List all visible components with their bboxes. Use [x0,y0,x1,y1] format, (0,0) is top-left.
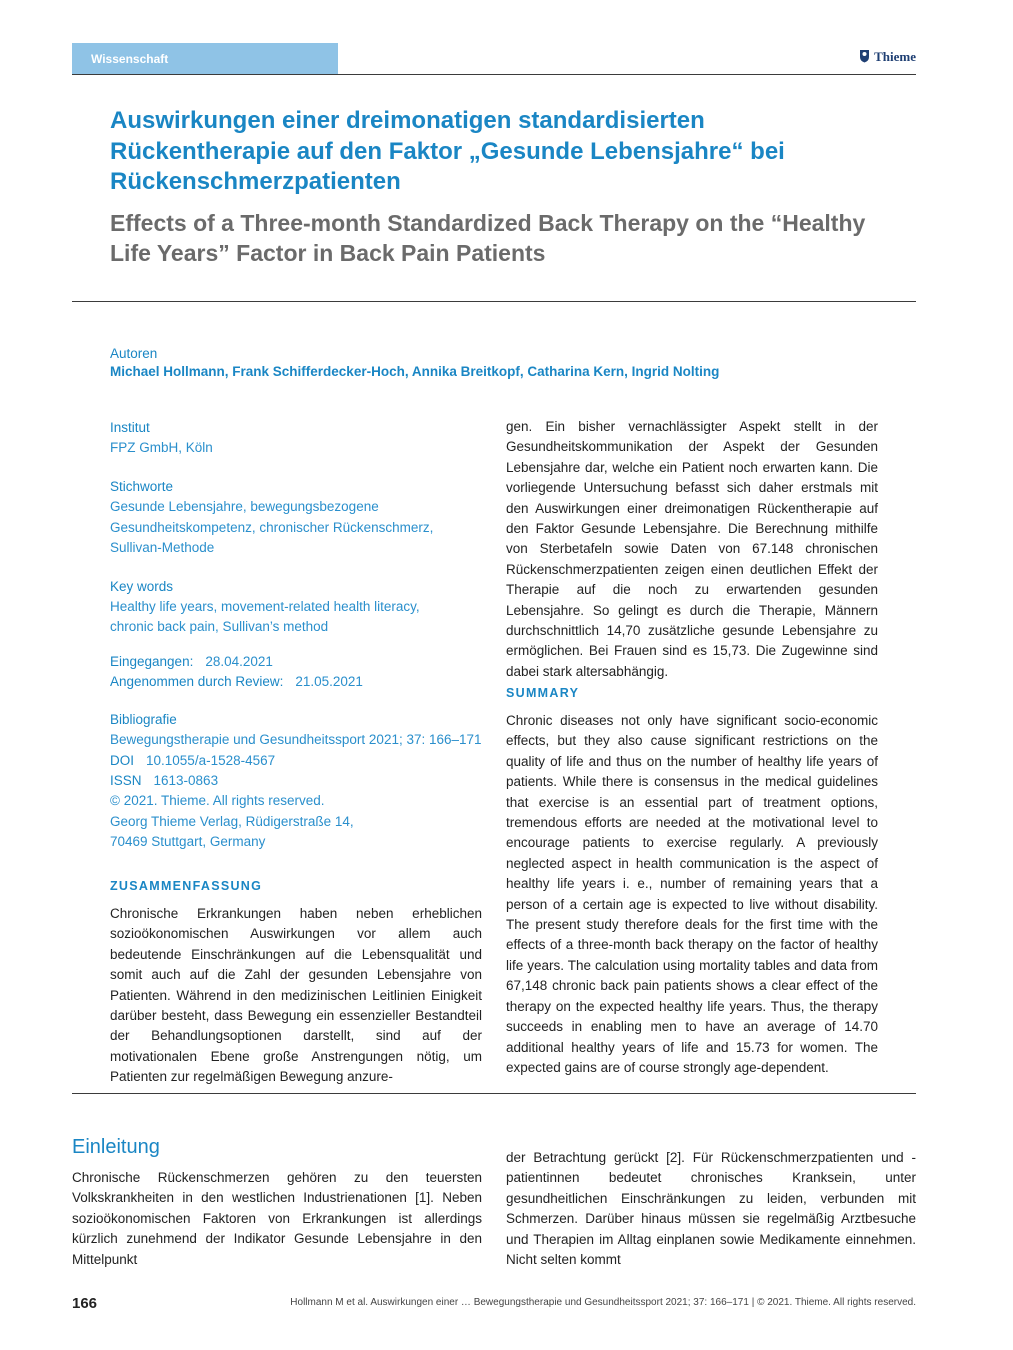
keywords-label: Key words [110,579,174,595]
einleitung-text-left: Chronische Rückenschmerzen gehören zu den teuersten Volkskrankheiten in den westlichen Industrienationen [1]. Neben sozioökonomischen Faktoren von Erkrankungen ist allerdings kürzlich zunehmend der Indikator Gesunde Lebensjahre in den Mittelpunkt [72,1170,482,1267]
received-value: 28.04.2021 [205,653,273,669]
institut-label: Institut [110,420,150,435]
zusammenfassung-text: Chronische Erkrankungen haben neben erheblichen sozioökonomischen Auswirkungen vor allem auch bedeutende Einschränkungen auf die Lebensqualität und somit auch auf die Zahl der gesunden Lebensjahre von Patienten. Während in den medizinischen Leitlinien Einigkeit darüber besteht, dass Bewegung ein essenzieller Bestandteil der Behandlungsoptionen darstellt, sind auf der motivationalen Ebene große Anstrengungen nötig, um Patienten zur regelmäßigen Bewegung anzure- [110,906,482,1085]
authors-list: Michael Hollmann, Frank Schifferdecker-Hoch, Annika Breitkopf, Catharina Kern, Ingrid Nolting [110,364,720,379]
doi [110,751,485,771]
issn-label: ISSN [110,772,142,788]
keywords-line: chronic back pain, Sullivan’s method [110,619,329,635]
institut-value: FPZ GmbH, Köln [110,440,213,455]
keywords-line: Healthy life years, movement-related health literacy, [110,599,420,615]
accepted-value: 21.05.2021 [295,674,363,690]
stichworte-line: Gesundheitskompetenz, chronischer Rückenschmerz, [110,519,434,535]
publisher-address: Georg Thieme Verlag, Rüdigerstraße 14, [110,813,354,829]
authors-label: Autoren [110,346,158,361]
doi-value[interactable]: 10.1055/a-1528-4567 [146,752,276,768]
article-title-english: Effects of a Three-month Standardized Back Therapy on the “Healthy Life Years” Factor in Back Pain Patients [110,210,866,266]
header-rule [72,74,916,75]
issn-value: 1613-0863 [153,772,219,788]
bibliografie-label: Bibliografie [110,712,177,728]
metadata-block [110,418,485,852]
received-label: Eingegangen: [110,653,194,669]
publisher-address: 70469 Stuttgart, Germany [110,833,266,849]
einleitung-text-right: der Betrachtung gerückt [2]. Für Rückenschmerzpatienten und -patientinnen bedeutet chronisches Kranksein, unter gesundheitlichen Einschränkungen zu leiden, verbunden mit Schmerzen. Darüber hinaus müssen sie regelmäßig Arztbesuche und Therapien im Alltag einplanen sowie Medikamente einnehmen. Nicht selten kommt [506,1150,916,1268]
copyright: © 2021. Thieme. All rights reserved. [110,793,325,809]
publisher-logo [859,49,916,65]
stichworte-label: Stichworte [110,479,174,495]
section-tag [72,43,338,75]
section-label: Wissenschaft [91,52,169,66]
bibliografie-journal: Bewegungstherapie und Gesundheitssport 2021; 37: 166–171 [110,732,482,748]
title-rule [72,301,916,302]
zusammenfassung-continued: gen. Ein bisher vernachlässigter Aspekt stellt in der Gesundheitskommunikation der Aspekt der Gesunden Lebensjahre dar, welche ein Patient noch erwarten kann. Die vorliegende Untersuchung befasst sich daher erstmals mit den Auswirkungen einer dreimonatigen Rückentherapie auf den Faktor Gesunde Lebensjahre. Die Berechnung mithilfe von Sterbetafeln sowie Daten von 67.148 chronischen Rückenschmerzpatienten zeigen einen deutlichen Effekt der Therapie auf die noch zu erwartenden gesunden Lebensjahre. So gelingt es durch die Therapie, Männern durchschnittlich 14,70 zusätzliche gesunde Lebensjahre zu ermöglichen. Bei Frauen sind es 15,73. Die Zugewinne sind dabei stark altersabhängig. [506,419,878,679]
page-number: 166 [72,1295,98,1312]
summary-heading: SUMMARY [506,686,580,700]
abstract-rule [72,1093,916,1094]
einleitung-heading: Einleitung [72,1136,160,1158]
summary-text: Chronic diseases not only have significant socio-economic effects, but they also cause significant restrictions on the quality of life and thus on the number of healthy life years of patients. While there is consensus in the medical guidelines that exercise is an essential part of treatment options, tremendous efforts are needed at the motivational level to encourage patients to exercise regularly. A previously neglected aspect in health communication is the aspect of healthy life years i. e., number of remaining years that a person of a certain age is expected to live without disability. The present study therefore deals for the first time with the effects of a three-month back therapy on the factor of healthy life years. The calculation using mortality tables and data from 67,148 chronic back pain patients shows a clear effect of the therapy on the expected healthy life years. Thus, the therapy succeeds in enabling men to have an average of 14.70 additional healthy years of life and 15.73 for women. The expected gains are of course strongly age-dependent. [506,713,878,1075]
zusammenfassung-heading: ZUSAMMENFASSUNG [110,879,263,893]
issn [110,771,485,791]
publisher-name: Thieme [874,49,916,64]
accepted-label: Angenommen durch Review: [110,674,284,690]
received-date [110,652,485,672]
article-title-german: Auswirkungen einer dreimonatigen standardisierten Rückentherapie auf den Faktor „Gesunde Lebensjahre“ bei Rückenschmerzpatienten [110,107,785,195]
stichworte-line: Sullivan-Methode [110,539,215,555]
footer-citation: Hollmann M et al. Auswirkungen einer … Bewegungstherapie und Gesundheitssport 2021; 37: 166–171 | © 2021. Thieme. All rights reserved. [290,1297,916,1308]
stichworte-line: Gesunde Lebensjahre, bewegungsbezogene [110,499,379,515]
doi-label: DOI [110,752,135,768]
thieme-emblem-icon [859,49,870,63]
accepted-date [110,672,485,692]
